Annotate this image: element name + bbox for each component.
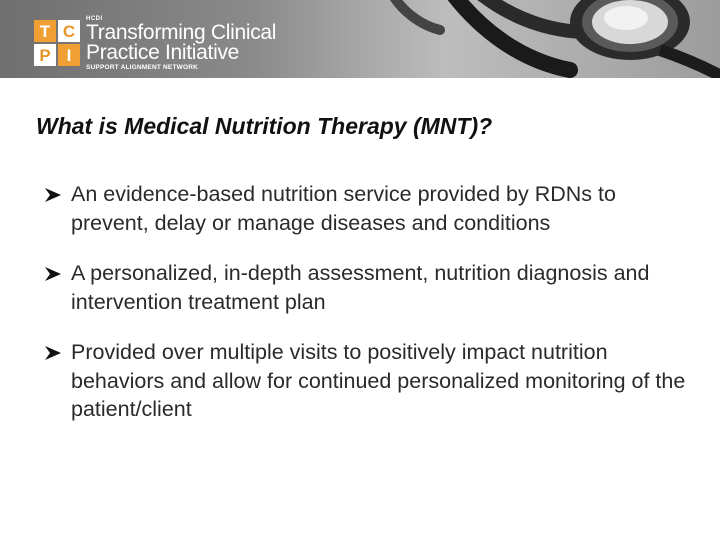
bullet-list	[44, 180, 694, 446]
stethoscope-image	[330, 0, 720, 78]
arrow-bullet-icon	[44, 266, 62, 282]
slide-title: What is Medical Nutrition Therapy (MNT)?	[36, 113, 493, 139]
logo-wordmark	[86, 16, 276, 72]
bullet-item	[44, 259, 694, 316]
bullet-text: Provided over multiple visits to positively impact nutrition behaviors and allow for continued personalized monitoring of the patient/client	[71, 340, 686, 421]
logo-line-1: Transforming Clinical	[86, 21, 277, 44]
logo-line-2: Practice Initiative	[86, 41, 240, 64]
logo-sub-label: HCDI	[86, 16, 103, 22]
bullet-item	[44, 338, 694, 424]
logo-tile-c: C	[58, 20, 80, 42]
logo-tile-i: I	[58, 44, 80, 66]
bullet-item	[44, 180, 694, 237]
bullet-text: An evidence-based nutrition service provided by RDNs to prevent, delay or manage diseases and conditions	[71, 182, 616, 235]
logo-network-label: SUPPORT ALIGNMENT NETWORK	[86, 64, 199, 71]
tcpi-logo-tiles	[34, 20, 80, 66]
bullet-text: A personalized, in-depth assessment, nutrition diagnosis and intervention treatment plan	[71, 261, 650, 314]
arrow-bullet-icon	[44, 345, 62, 361]
arrow-bullet-icon	[44, 187, 62, 203]
header-banner	[0, 0, 720, 78]
logo-tile-t: T	[34, 20, 56, 42]
logo-tile-p: P	[34, 44, 56, 66]
